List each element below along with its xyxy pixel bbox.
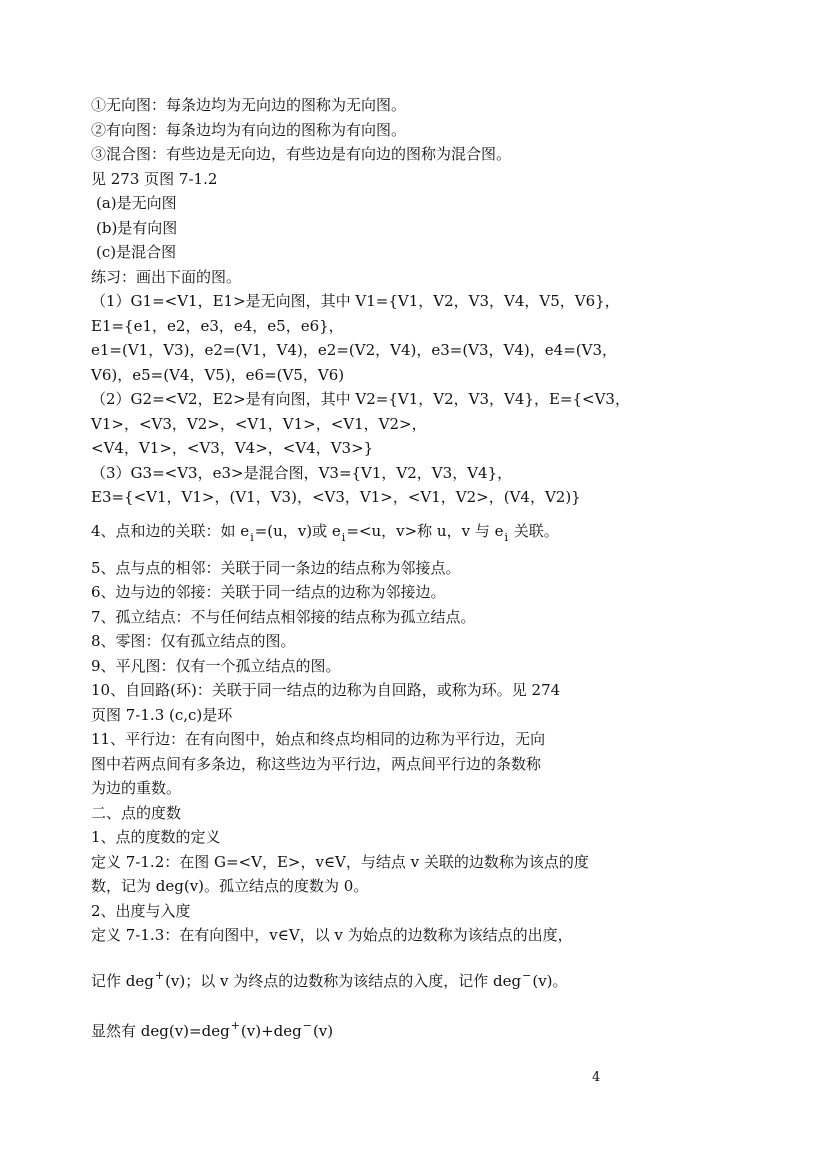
text-line: (c)是混合图 [96,243,177,261]
text-line: V6)，e5=(V4，V5)，e6=(V5，V6) [91,365,345,384]
text-line: 练习：画出下面的图。 [91,267,242,286]
text-fragment: 显然有 deg(v)=deg [91,1021,230,1040]
text-line: 11、平行边：在有向图中，始点和终点均相同的边称为平行边，无向 [91,730,546,748]
text-fragment: (v) [312,1021,334,1040]
outdegree-indegree-definition [91,966,611,998]
text-line: V1>，<V3，V2>，<V1，V1>，<V1，V2>， [91,414,427,433]
subscript: i [504,530,509,544]
text-fragment: 4、点和边的关联：如 e [91,521,250,540]
page-number: 4 [592,1070,601,1085]
degree-sum-formula [91,1016,611,1048]
text-line: 页图 7-1.3 (c,c)是环 [91,705,233,724]
spacer [91,998,611,1016]
incidence-definition [91,516,611,548]
text-fragment: 关联。 [509,521,559,540]
text-fragment: =(u，v)或 e [254,521,341,540]
text-fragment: (v)。 [532,971,568,990]
text-line: (b)是有向图 [96,218,178,237]
subscript: i [341,530,346,544]
text-line: 图中若两点间有多条边，称这些边为平行边，两点间平行边的条数称 [91,754,542,773]
section-heading: 二、点的度数 [91,803,182,822]
text-line: 见 273 页图 7-1.2 [91,169,218,188]
page-content [91,93,630,1048]
text-line: E3={<V1，V1>，(V1，V3)，<V3，V1>，<V1，V2>，(V4，V2)} [91,488,581,506]
text-line: 定义 7-1.3：在有向图中，v∈V，以 v 为始点的边数称为该结点的出度， [91,926,573,944]
spacer [91,948,611,966]
text-fragment: 记作 deg [91,971,154,990]
superscript: + [154,968,165,982]
text-line: e1=(V1，V3)，e2=(V1，V4)，e2=(V2，V4)，e3=(V3，V4)，e4=(V3， [91,341,617,359]
text-line: 数，记为 deg(v)。孤立结点的度数为 0。 [91,877,369,895]
text-line: 10、自回路(环)：关联于同一结点的边称为自回路，或称为环。见 274 [91,681,561,699]
text-line: 9、平凡图：仅有一个孤立结点的图。 [91,656,341,675]
text-line: <V4，V1>，<V3，V4>，<V4，V3>} [91,439,374,457]
text-line: ③混合图：有些边是无向边，有些边是有向边的图称为混合图。 [91,145,512,163]
superscript: − [302,1018,312,1032]
text-line: 8、零图：仅有孤立结点的图。 [91,632,296,650]
text-line: 1、点的度数的定义 [91,828,221,846]
text-fragment: (v)+deg [240,1021,302,1040]
text-line: 定义 7-1.2：在图 G=<V，E>，v∈V，与结点 v 关联的边数称为该点的度 [91,852,589,871]
text-line: 6、边与边的邻接：关联于同一结点的边称为邻接边。 [91,583,446,601]
text-line: 为边的重数。 [91,779,182,797]
text-line: （2）G2=<V2，E2>是有向图，其中 V2={V1，V2，V3，V4}，E={<V3， [91,390,630,408]
text-fragment: (v)；以 v 为终点的边数称为该结点的入度，记作 deg [165,971,522,990]
subscript: i [250,530,254,544]
text-line: E1={e1，e2，e3，e4，e5，e6}， [91,316,344,335]
text-line: （1）G1=<V1，E1>是无向图，其中 V1={V1，V2，V3，V4，V5，V6}， [91,292,620,310]
superscript: + [230,1018,240,1032]
text-line: (a)是无向图 [96,194,177,212]
text-line: ①无向图：每条边均为无向边的图称为无向图。 [91,96,407,114]
text-line: ②有向图：每条边均为有向边的图称为有向图。 [91,120,407,139]
text-line: 5、点与点的相邻：关联于同一条边的结点称为邻接点。 [91,558,461,577]
text-fragment: =<u，v>称 u，v 与 e [346,521,504,540]
text-line: 7、孤立结点：不与任何结点相邻接的结点称为孤立结点。 [91,607,476,626]
superscript: − [522,968,532,982]
text-line: 2、出度与入度 [91,901,191,920]
text-line: （3）G3=<V3，e3>是混合图，V3={V1，V2，V3，V4}， [91,463,513,482]
